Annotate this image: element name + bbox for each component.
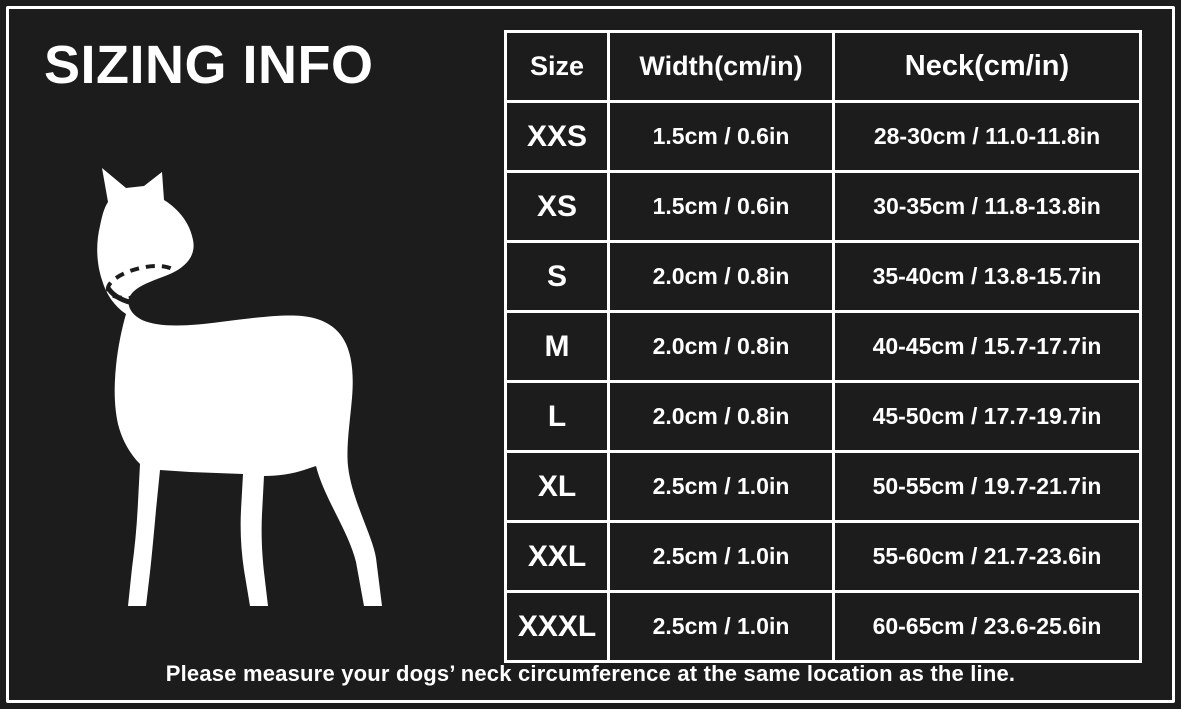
cell-neck: 35-40cm / 13.8-15.7in [834, 242, 1141, 312]
table-row [506, 522, 1141, 592]
column-header-neck: Neck(cm/in) [834, 32, 1141, 102]
cell-width: 2.0cm / 0.8in [609, 382, 834, 452]
cell-size: M [506, 312, 609, 382]
cell-width: 2.5cm / 1.0in [609, 592, 834, 662]
neck-annotation-label: NECK [198, 394, 246, 411]
cell-width: 2.5cm / 1.0in [609, 452, 834, 522]
table-row [506, 382, 1141, 452]
table-row [506, 242, 1141, 312]
dog-silhouette-icon [30, 154, 490, 624]
cell-size: XXXL [506, 592, 609, 662]
column-header-width: Width(cm/in) [609, 32, 834, 102]
cell-width: 1.5cm / 0.6in [609, 172, 834, 242]
cell-neck: 55-60cm / 21.7-23.6in [834, 522, 1141, 592]
cell-size: S [506, 242, 609, 312]
cell-size: XL [506, 452, 609, 522]
cell-width: 2.0cm / 0.8in [609, 312, 834, 382]
table-row [506, 452, 1141, 522]
table-row [506, 172, 1141, 242]
cell-size: XS [506, 172, 609, 242]
cell-size: XXL [506, 522, 609, 592]
table-row [506, 312, 1141, 382]
cell-neck: 40-45cm / 15.7-17.7in [834, 312, 1141, 382]
cell-width: 2.0cm / 0.8in [609, 242, 834, 312]
cell-width: 2.5cm / 1.0in [609, 522, 834, 592]
size-chart-table-wrapper [504, 30, 1139, 643]
measurement-instruction: Please measure your dogs’ neck circumference at the same location as the line. [165, 661, 1016, 686]
page-title: SIZING INFO [44, 35, 374, 95]
cell-neck: 30-35cm / 11.8-13.8in [834, 172, 1141, 242]
table-row [506, 592, 1141, 662]
dog-illustration [30, 154, 490, 624]
cell-neck: 28-30cm / 11.0-11.8in [834, 102, 1141, 172]
cell-width: 1.5cm / 0.6in [609, 102, 834, 172]
cell-size: XXS [506, 102, 609, 172]
illustration-panel [30, 24, 490, 644]
table-row [506, 102, 1141, 172]
cell-neck: 45-50cm / 17.7-19.7in [834, 382, 1141, 452]
table-header-row [506, 32, 1141, 102]
cell-neck: 50-55cm / 19.7-21.7in [834, 452, 1141, 522]
column-header-size: Size [506, 32, 609, 102]
cell-neck: 60-65cm / 23.6-25.6in [834, 592, 1141, 662]
cell-size: L [506, 382, 609, 452]
size-chart-table [504, 30, 1142, 663]
